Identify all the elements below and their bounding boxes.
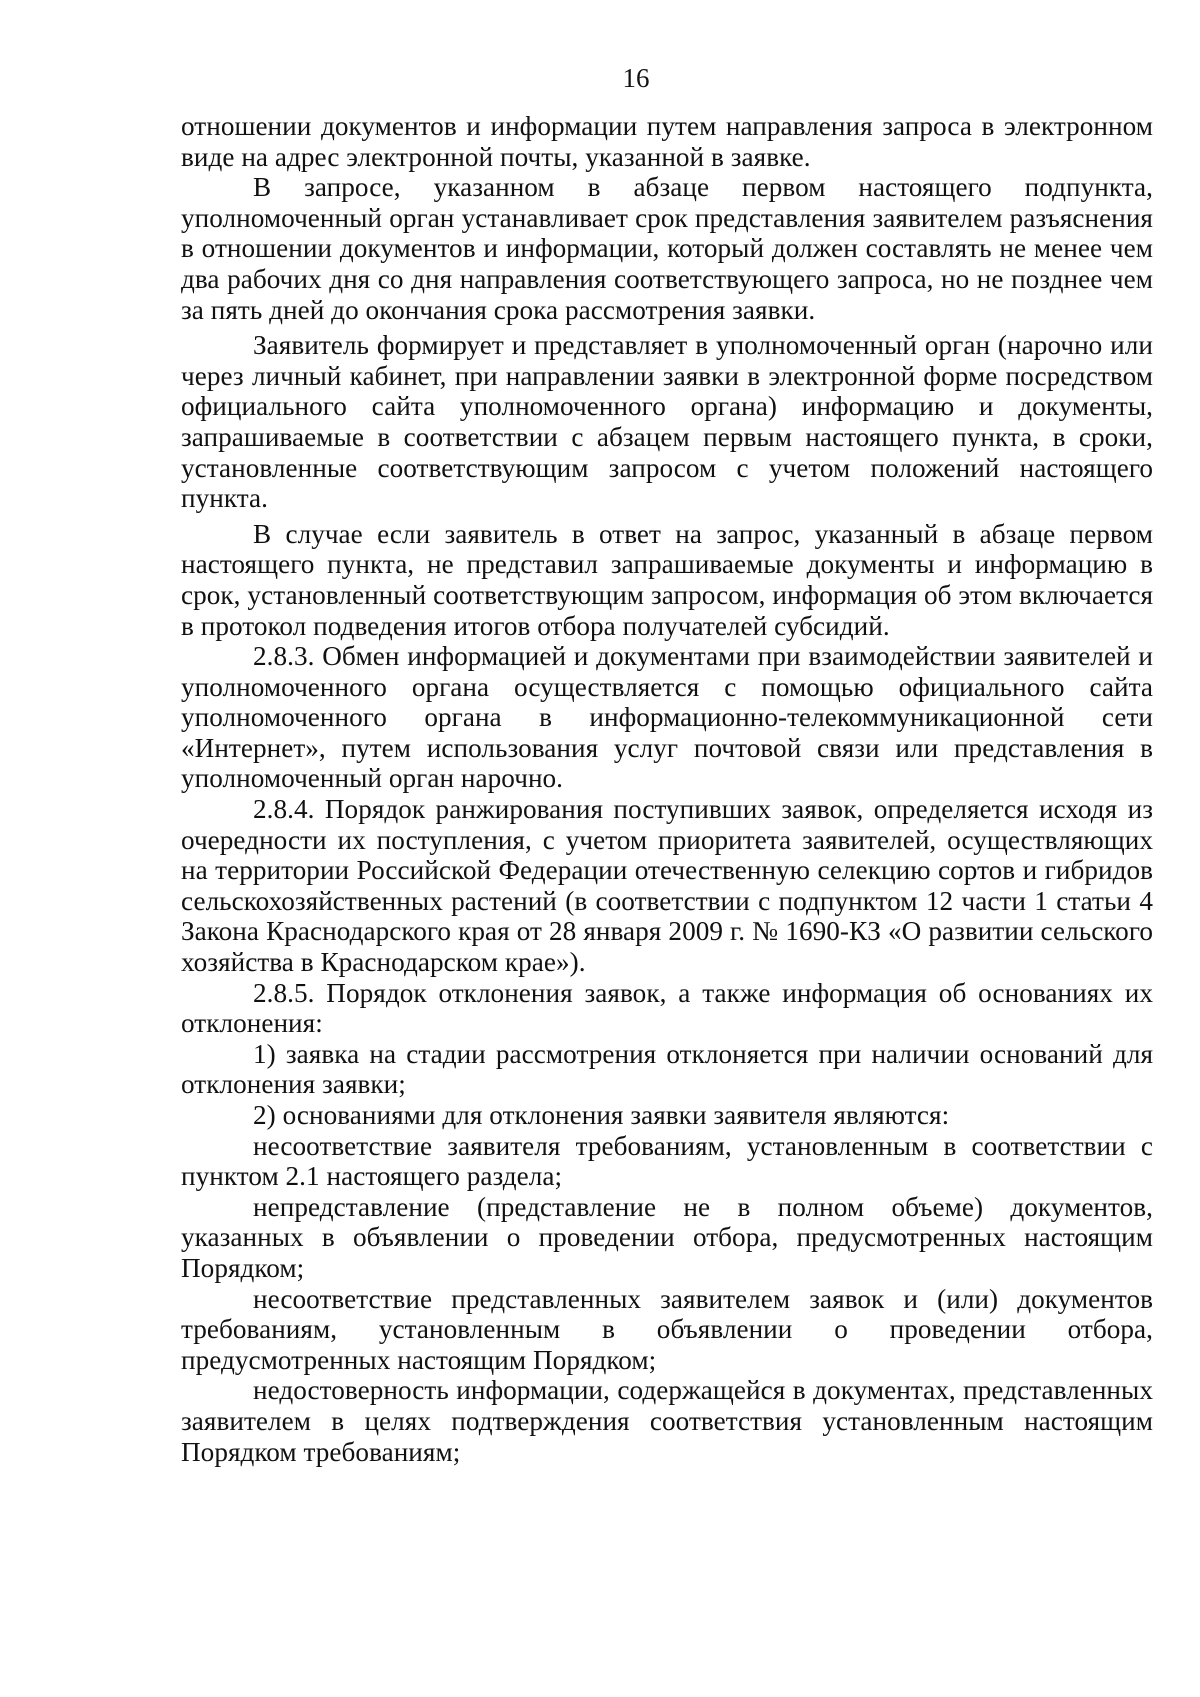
ground-nonconformity-applicant: несоответствие заявителя требованиям, установленным в соответствии с пунктом 2.1 настоящего раздела; (181, 1130, 1153, 1192)
paragraph-2-8-5: 2.8.5. Порядок отклонения заявок, а также информация об основаниях их отклонения: (181, 977, 1153, 1039)
document-body (181, 111, 1153, 1467)
paragraph-request-deadline: В запросе, указанном в абзаце первом настоящего подпункта, уполномоченный орган устанавливает срок представления заявителем разъяснения в отношении документов и информации, который должен составлять не менее чем два рабочих дня со дня направления соответствующего запроса, но не позднее чем за пять дней до окончания срока рассмотрения заявки. (181, 172, 1153, 325)
paragraph-continuation: отношении документов и информации путем направления запроса в электронном виде на адрес электронной почты, указанной в заявке. (181, 111, 1153, 172)
ground-nonsubmission: непредставление (представление не в полном объеме) документов, указанных в объявлении о проведении отбора, предусмотренных настоящим Порядком; (181, 1191, 1153, 1283)
paragraph-2-8-4: 2.8.4. Порядок ранжирования поступивших заявок, определяется исходя из очередности их поступления, с учетом приоритета заявителей, осуществляющих на территории Российской Федерации отечественную селекцию сортов и гибридов сельскохозяйственных растений (в соответствии с подпунктом 12 части 1 статьи 4 Закона Краснодарского края от 28 января 2009 г. № 1690-КЗ «О развитии сельского хозяйства в Краснодарском крае»). (181, 794, 1153, 978)
list-item-2: 2) основаниями для отклонения заявки заявителя являются: (253, 1100, 950, 1130)
paragraph-applicant-submission: Заявитель формирует и представляет в уполномоченный орган (нарочно или через личный кабинет, при направлении заявки в электронной форме посредством официального сайта уполномоченного органа) информацию и документы, запрашиваемые в соответствии с абзацем первым настоящего пункта, в сроки, установленные соответствующим запросом с учетом положений настоящего пункта. (181, 330, 1153, 514)
paragraph-2-8-3: 2.8.3. Обмен информацией и документами при взаимодействии заявителей и уполномоченного органа осуществляется с помощью официального сайта уполномоченного органа в информационно-телекоммуникационной сети «Интернет», путем использования услуг почтовой связи или представления в уполномоченный орган нарочно. (181, 641, 1153, 794)
ground-unreliable-information: недостоверность информации, содержащейся в документах, представленных заявителем в целях подтверждения соответствия установленным настоящим Порядком требованиям; (181, 1375, 1153, 1467)
page-number: 16 (622, 63, 650, 93)
ground-nonconformity-documents: несоответствие представленных заявителем заявок и (или) документов требованиям, установленным в объявлении о проведении отбора, предусмотренных настоящим Порядком; (181, 1283, 1153, 1375)
paragraph-no-response: В случае если заявитель в ответ на запрос, указанный в абзаце первом настоящего пункта, не представил запрашиваемые документы и информацию в срок, установленный соответствующим запросом, информация об этом включается в протокол подведения итогов отбора получателей субсидий. (181, 518, 1153, 641)
list-item-1: 1) заявка на стадии рассмотрения отклоняется при наличии оснований для отклонения заявки; (181, 1038, 1153, 1100)
